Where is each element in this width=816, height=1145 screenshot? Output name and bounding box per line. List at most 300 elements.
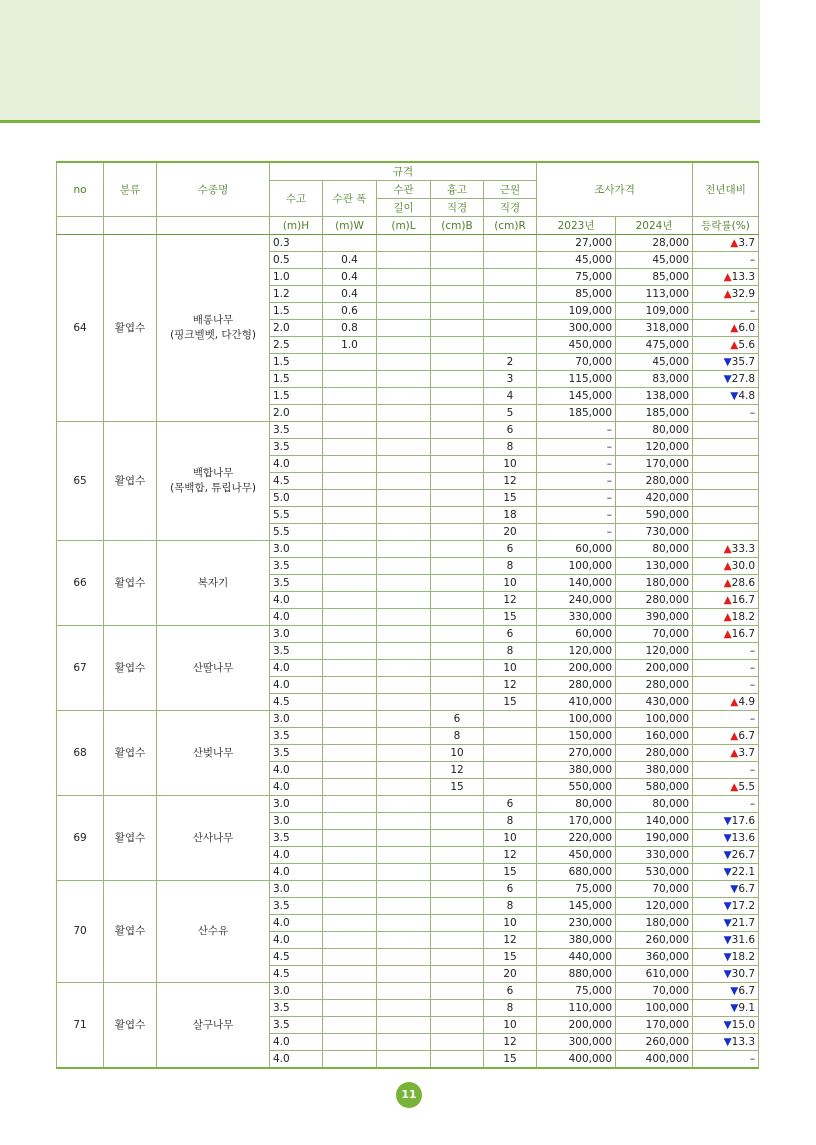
rate-value: – [749,407,756,419]
cell-height: 3.5 [270,643,323,660]
species-name: 복자기 [197,576,229,589]
cell-chest-diameter [431,660,484,677]
cell-price-2024: 185,000 [616,405,693,422]
cell-price-2023: 220,000 [537,830,616,847]
cell-chest-diameter [431,252,484,269]
up-arrow-icon: ▲ [730,747,739,759]
cell-height: 4.0 [270,932,323,949]
cell-price-2023: 45,000 [537,252,616,269]
cell-price-2023: 200,000 [537,1017,616,1034]
cell-price-2024: 120,000 [616,898,693,915]
cell-price-2023: 75,000 [537,983,616,1000]
row-category: 활엽수 [104,881,157,983]
cell-height: 2.5 [270,337,323,354]
rate-value: – [749,713,756,725]
cell-chest-diameter [431,609,484,626]
cell-price-2024: 45,000 [616,252,693,269]
cell-root-diameter: 10 [484,660,537,677]
cell-crown-length [377,626,431,643]
cell-crown-length [377,847,431,864]
cell-crown-width [323,779,377,796]
cell-price-2024: 180,000 [616,575,693,592]
cell-chest-diameter [431,1000,484,1017]
cell-chest-diameter [431,932,484,949]
cell-height: 3.0 [270,881,323,898]
cell-crown-width [323,609,377,626]
cell-price-2023: 380,000 [537,932,616,949]
cell-price-2024: 85,000 [616,269,693,286]
cell-height: 4.0 [270,915,323,932]
up-arrow-icon: ▲ [723,577,732,589]
cell-price-2024: 420,000 [616,490,693,507]
rate-value: 5.5 [738,781,756,793]
up-arrow-icon: ▲ [723,628,732,640]
unit-w: (m)W [323,217,377,235]
row-no: 65 [57,422,104,541]
cell-change-rate [693,320,759,337]
cell-root-diameter: 12 [484,473,537,490]
cell-chest-diameter [431,592,484,609]
cell-crown-width: 0.6 [323,303,377,320]
row-no: 64 [57,235,104,422]
col-root-bottom: 직경 [484,199,537,217]
cell-crown-length [377,558,431,575]
cell-price-2024: 318,000 [616,320,693,337]
cell-crown-width [323,1000,377,1017]
down-arrow-icon: ▼ [723,356,732,368]
cell-chest-diameter [431,881,484,898]
cell-change-rate [693,1034,759,1051]
up-arrow-icon: ▲ [730,730,739,742]
down-arrow-icon: ▼ [730,1002,739,1014]
cell-change-rate [693,813,759,830]
cell-crown-width [323,541,377,558]
cell-root-diameter: 6 [484,983,537,1000]
cell-crown-length [377,456,431,473]
cell-price-2023: – [537,473,616,490]
cell-root-diameter: 6 [484,541,537,558]
up-arrow-icon: ▲ [723,288,732,300]
cell-price-2024: 475,000 [616,337,693,354]
cell-change-rate [693,796,759,813]
cell-change-rate [693,745,759,762]
cell-crown-width [323,1017,377,1034]
cell-height: 1.5 [270,388,323,405]
cell-price-2023: 280,000 [537,677,616,694]
cell-chest-diameter [431,371,484,388]
col-species: 수종명 [157,162,270,217]
cell-price-2024: 610,000 [616,966,693,983]
cell-price-2023: 300,000 [537,1034,616,1051]
col-crown-length-bottom: 길이 [377,199,431,217]
cell-crown-width [323,388,377,405]
cell-root-diameter: 15 [484,864,537,881]
cell-crown-length [377,524,431,541]
cell-height: 3.5 [270,898,323,915]
cell-crown-width [323,439,377,456]
row-no: 70 [57,881,104,983]
species-variety: (목백합, 튜립나무) [170,482,256,494]
cell-height: 2.0 [270,320,323,337]
cell-crown-length [377,728,431,745]
cell-change-rate [693,864,759,881]
cell-price-2024: 430,000 [616,694,693,711]
cell-crown-width [323,592,377,609]
cell-change-rate [693,847,759,864]
cell-change-rate [693,235,759,252]
cell-crown-width [323,728,377,745]
cell-chest-diameter [431,847,484,864]
cell-crown-length [377,269,431,286]
cell-height: 3.5 [270,1017,323,1034]
cell-root-diameter: 15 [484,1051,537,1069]
rate-value: 3.7 [738,747,756,759]
cell-price-2023: 60,000 [537,626,616,643]
rate-value: 18.2 [731,611,756,623]
species-variety: (핑크벨벳, 다간형) [170,329,256,341]
cell-price-2023: 170,000 [537,813,616,830]
rate-value: 30.0 [731,560,756,572]
cell-chest-diameter [431,677,484,694]
up-arrow-icon: ▲ [730,339,739,351]
cell-height: 5.5 [270,524,323,541]
row-species [157,541,270,626]
cell-price-2023: 410,000 [537,694,616,711]
rate-value: 6.7 [738,883,756,895]
cell-height: 4.5 [270,694,323,711]
up-arrow-icon: ▲ [723,594,732,606]
row-no: 69 [57,796,104,881]
cell-price-2023: 27,000 [537,235,616,252]
cell-price-2023: 450,000 [537,337,616,354]
cell-crown-width [323,949,377,966]
cell-price-2023: 440,000 [537,949,616,966]
cell-price-2023: 140,000 [537,575,616,592]
cell-price-2024: 120,000 [616,643,693,660]
table-row [57,626,759,643]
cell-price-2024: 100,000 [616,711,693,728]
cell-chest-diameter [431,966,484,983]
cell-price-2024: 120,000 [616,439,693,456]
cell-price-2024: 280,000 [616,677,693,694]
cell-root-diameter: 12 [484,1034,537,1051]
cell-crown-length [377,320,431,337]
cell-crown-length [377,609,431,626]
cell-price-2023: 75,000 [537,269,616,286]
cell-root-diameter: 2 [484,354,537,371]
cell-price-2023: 240,000 [537,592,616,609]
cell-root-diameter: 6 [484,626,537,643]
cell-chest-diameter [431,575,484,592]
cell-chest-diameter [431,235,484,252]
table-body [57,235,759,1069]
cell-price-2024: 100,000 [616,1000,693,1017]
cell-height: 2.0 [270,405,323,422]
cell-change-rate [693,456,759,473]
cell-price-2023: – [537,456,616,473]
cell-price-2024: 180,000 [616,915,693,932]
rate-value: 17.6 [731,815,756,827]
cell-crown-width [323,490,377,507]
cell-root-diameter [484,779,537,796]
rate-value: 4.8 [738,390,756,402]
cell-crown-width [323,405,377,422]
cell-height: 3.0 [270,711,323,728]
cell-price-2024: 70,000 [616,881,693,898]
cell-height: 5.0 [270,490,323,507]
cell-chest-diameter [431,915,484,932]
cell-crown-length [377,898,431,915]
cell-root-diameter: 8 [484,1000,537,1017]
cell-crown-length [377,745,431,762]
cell-chest-diameter: 8 [431,728,484,745]
cell-change-rate [693,1051,759,1069]
cell-height: 1.2 [270,286,323,303]
cell-height: 3.0 [270,541,323,558]
cell-root-diameter: 18 [484,507,537,524]
cell-crown-width [323,932,377,949]
cell-crown-width [323,966,377,983]
up-arrow-icon: ▲ [723,560,732,572]
col-category: 분류 [104,162,157,217]
cell-crown-width [323,575,377,592]
cell-chest-diameter [431,405,484,422]
cell-change-rate [693,694,759,711]
cell-root-diameter: 20 [484,524,537,541]
cell-crown-length [377,490,431,507]
cell-price-2024: 83,000 [616,371,693,388]
cell-crown-length [377,796,431,813]
table-row [57,983,759,1000]
cell-crown-width [323,456,377,473]
cell-root-diameter: 8 [484,898,537,915]
rate-value: 21.7 [731,917,756,929]
cell-chest-diameter [431,1051,484,1069]
cell-chest-diameter [431,422,484,439]
cell-price-2024: 45,000 [616,354,693,371]
row-category: 활엽수 [104,711,157,796]
cell-price-2024: 260,000 [616,932,693,949]
cell-root-diameter: 4 [484,388,537,405]
cell-height: 4.0 [270,609,323,626]
cell-root-diameter [484,303,537,320]
cell-change-rate [693,575,759,592]
cell-price-2024: 260,000 [616,1034,693,1051]
table-row [57,422,759,439]
cell-chest-diameter [431,694,484,711]
cell-price-2023: 80,000 [537,796,616,813]
cell-root-diameter: 10 [484,456,537,473]
rate-value: 28.6 [731,577,756,589]
table-row [57,235,759,252]
cell-change-rate [693,762,759,779]
down-arrow-icon: ▼ [723,849,732,861]
cell-price-2023: – [537,524,616,541]
cell-crown-length [377,694,431,711]
cell-price-2024: 70,000 [616,983,693,1000]
rate-value: – [749,254,756,266]
col-height: 수고 [270,181,323,217]
rate-value: 13.6 [731,832,756,844]
cell-crown-width [323,864,377,881]
cell-crown-width: 0.4 [323,269,377,286]
rate-value: 31.6 [731,934,756,946]
row-category: 활엽수 [104,796,157,881]
cell-change-rate [693,524,759,541]
up-arrow-icon: ▲ [723,611,732,623]
cell-height: 3.0 [270,983,323,1000]
cell-price-2024: 170,000 [616,1017,693,1034]
cell-change-rate [693,983,759,1000]
down-arrow-icon: ▼ [723,815,732,827]
cell-price-2024: 160,000 [616,728,693,745]
rate-value: 18.2 [731,951,756,963]
cell-height: 0.3 [270,235,323,252]
cell-crown-width [323,235,377,252]
cell-price-2024: 70,000 [616,626,693,643]
cell-chest-diameter [431,626,484,643]
col-change: 전년대비 [693,162,759,217]
cell-height: 4.0 [270,677,323,694]
cell-crown-length [377,779,431,796]
cell-price-2024: 360,000 [616,949,693,966]
down-arrow-icon: ▼ [723,832,732,844]
cell-height: 3.5 [270,558,323,575]
cell-crown-length [377,949,431,966]
rate-value: 15.0 [731,1019,756,1031]
cell-root-diameter: 10 [484,575,537,592]
species-name: 살구나무 [192,1018,234,1031]
down-arrow-icon: ▼ [723,1019,732,1031]
cell-price-2024: 190,000 [616,830,693,847]
row-species [157,235,270,422]
cell-crown-length [377,422,431,439]
cell-price-2023: 150,000 [537,728,616,745]
cell-price-2024: 200,000 [616,660,693,677]
cell-price-2023: 115,000 [537,371,616,388]
cell-crown-length [377,337,431,354]
table-row [57,881,759,898]
up-arrow-icon: ▲ [730,781,739,793]
cell-root-diameter [484,269,537,286]
cell-root-diameter [484,320,537,337]
down-arrow-icon: ▼ [723,900,732,912]
species-name: 산수유 [197,925,229,937]
row-category: 활엽수 [104,541,157,626]
cell-crown-width [323,711,377,728]
cell-change-rate [693,898,759,915]
cell-chest-diameter [431,983,484,1000]
cell-change-rate [693,354,759,371]
cell-height: 3.5 [270,728,323,745]
row-no: 66 [57,541,104,626]
cell-root-diameter [484,252,537,269]
cell-price-2024: 330,000 [616,847,693,864]
cell-crown-width [323,881,377,898]
rate-value: – [749,764,756,776]
cell-price-2024: 400,000 [616,1051,693,1069]
cell-crown-length [377,439,431,456]
cell-crown-width [323,422,377,439]
cell-height: 4.0 [270,592,323,609]
cell-crown-width [323,830,377,847]
cell-crown-length [377,966,431,983]
cell-change-rate [693,609,759,626]
cell-change-rate [693,371,759,388]
cell-chest-diameter [431,490,484,507]
down-arrow-icon: ▼ [723,951,732,963]
cell-price-2023: 60,000 [537,541,616,558]
cell-crown-length [377,643,431,660]
cell-crown-width [323,745,377,762]
unit-b: (cm)B [431,217,484,235]
cell-crown-length [377,575,431,592]
cell-root-diameter: 20 [484,966,537,983]
row-species [157,983,270,1069]
cell-price-2023: 270,000 [537,745,616,762]
rate-value: 33.3 [731,543,756,555]
cell-price-2024: 138,000 [616,388,693,405]
cell-crown-width [323,898,377,915]
cell-root-diameter [484,762,537,779]
cell-chest-diameter [431,439,484,456]
col-chest-top: 흉고 [431,181,484,199]
cell-change-rate [693,881,759,898]
unit-r: (cm)R [484,217,537,235]
cell-change-rate [693,932,759,949]
col-width: 수관 폭 [323,181,377,217]
cell-crown-width [323,660,377,677]
cell-crown-width [323,813,377,830]
cell-chest-diameter [431,864,484,881]
cell-chest-diameter: 12 [431,762,484,779]
cell-price-2023: 230,000 [537,915,616,932]
cell-crown-width [323,507,377,524]
cell-crown-length [377,303,431,320]
cell-price-2023: 550,000 [537,779,616,796]
row-no: 67 [57,626,104,711]
cell-change-rate [693,1000,759,1017]
cell-price-2024: 80,000 [616,541,693,558]
rate-value: 16.7 [731,594,756,606]
cell-crown-length [377,915,431,932]
table-row [57,711,759,728]
row-species [157,422,270,541]
cell-crown-width [323,1051,377,1069]
rate-value: 3.7 [738,237,756,249]
rate-value: 30.7 [731,968,756,980]
up-arrow-icon: ▲ [730,322,739,334]
cell-height: 0.5 [270,252,323,269]
cell-chest-diameter [431,898,484,915]
cell-crown-length [377,473,431,490]
down-arrow-icon: ▼ [723,866,732,878]
cell-height: 4.0 [270,456,323,473]
cell-chest-diameter [431,354,484,371]
cell-chest-diameter [431,337,484,354]
cell-change-rate [693,473,759,490]
cell-chest-diameter: 10 [431,745,484,762]
down-arrow-icon: ▼ [723,968,732,980]
cell-crown-length [377,286,431,303]
table-row [57,541,759,558]
cell-chest-diameter [431,507,484,524]
cell-crown-width: 1.0 [323,337,377,354]
cell-price-2023: 145,000 [537,898,616,915]
cell-price-2023: – [537,439,616,456]
cell-price-2023: 145,000 [537,388,616,405]
cell-crown-length [377,235,431,252]
